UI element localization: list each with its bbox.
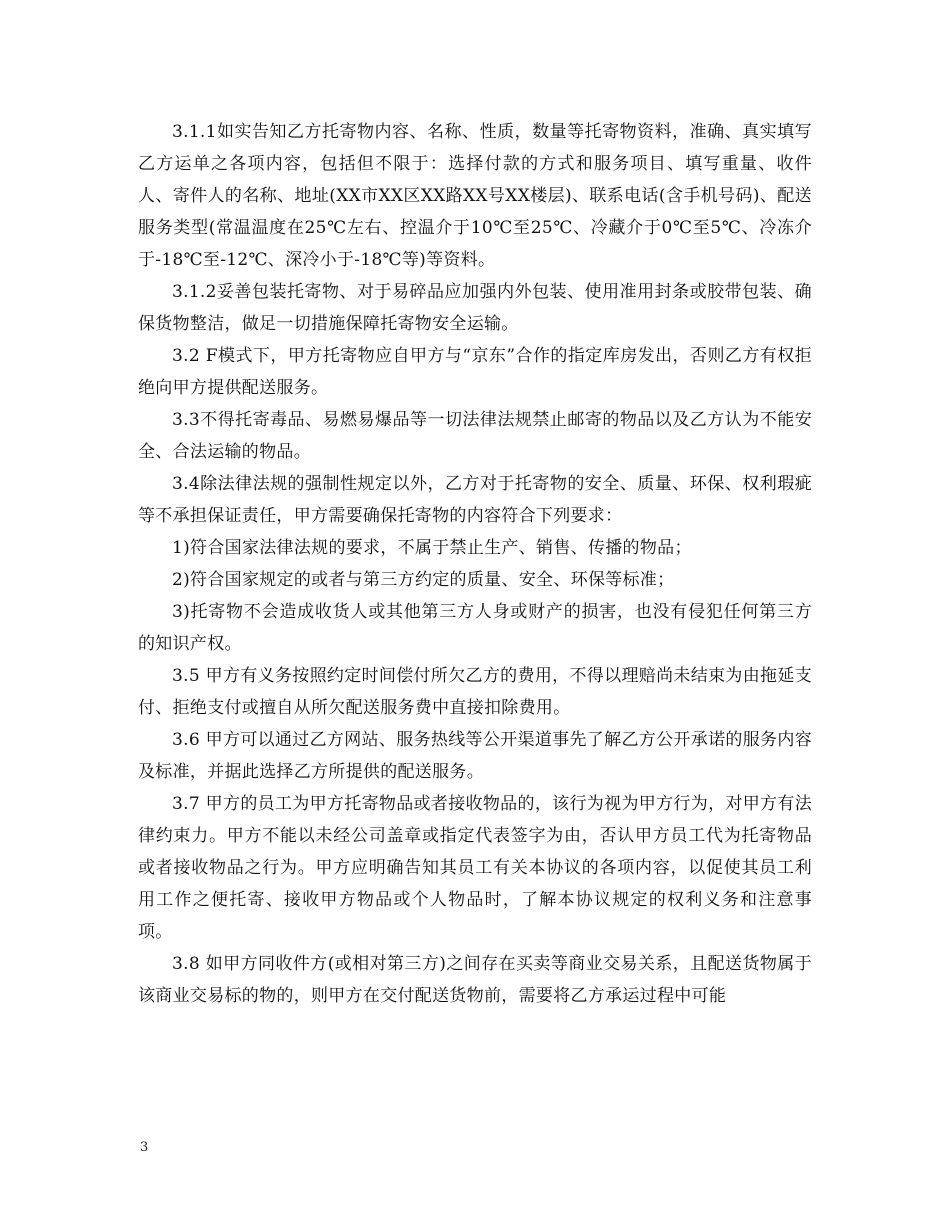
list-item-3: 3)托寄物不会造成收货人或其他第三方人身或财产的损害，也没有侵犯任何第三方的知识产权。 — [138, 602, 812, 654]
paragraph-3-1-2: 3.1.2妥善包装托寄物、对于易碎品应加强内外包装、使用准用封条或胶带包装、确保货物整洁，做足一切措施保障托寄物安全运输。 — [138, 282, 812, 334]
paragraph-3-8: 3.8 如甲方同收件方(或相对第三方)之间存在买卖等商业交易关系，且配送货物属于该商业交易标的物的，则甲方在交付配送货物前，需要将乙方承运过程中可能 — [138, 954, 812, 1006]
paragraph-3-2: 3.2 F模式下，甲方托寄物应自甲方与“京东”合作的指定库房发出，否则乙方有权拒绝向甲方提供配送服务。 — [138, 346, 812, 398]
paragraph-3-7: 3.7 甲方的员工为甲方托寄物品或者接收物品的，该行为视为甲方行为，对甲方有法律约束力。甲方不能以未经公司盖章或指定代表签字为由，否认甲方员工代为托寄物品或者接收物品之行为。甲方应明确告知其员工有关本协议的各项内容，以促使其员工利用工作之便托寄、接收甲方物品或个人物品时，了解本协议规定的权利义务和注意事项。 — [138, 794, 812, 942]
paragraph-3-1-1: 3.1.1如实告知乙方托寄物内容、名称、性质，数量等托寄物资料，准确、真实填写乙方运单之各项内容，包括但不限于：选择付款的方式和服务项目、填写重量、收件人、寄件人的名称、地址(XX市XX区XX路XX号XX楼层)、联系电话(含手机号码)、配送服务类型(常温温度在25℃左右、控温介于10℃至25℃、冷藏介于0℃至5℃、冷冻介于-18℃至-12℃、深冷小于-18℃等)等资料。 — [138, 122, 812, 270]
paragraph-3-5: 3.5 甲方有义务按照约定时间偿付所欠乙方的费用，不得以理赔尚未结束为由拖延支付、拒绝支付或擅自从所欠配送服务费中直接扣除费用。 — [138, 666, 812, 718]
paragraph-3-3: 3.3不得托寄毒品、易燃易爆品等一切法律法规禁止邮寄的物品以及乙方认为不能安全、合法运输的物品。 — [138, 410, 812, 462]
paragraph-3-4: 3.4除法律法规的强制性规定以外，乙方对于托寄物的安全、质量、环保、权利瑕疵等不承担保证责任，甲方需要确保托寄物的内容符合下列要求： — [138, 474, 812, 526]
page-number: 3 — [140, 1140, 149, 1155]
paragraph-3-6: 3.6 甲方可以通过乙方网站、服务热线等公开渠道事先了解乙方公开承诺的服务内容及标准，并据此选择乙方所提供的配送服务。 — [138, 730, 812, 782]
document-body — [138, 116, 812, 1012]
list-item-2: 2)符合国家规定的或者与第三方约定的质量、安全、环保等标准； — [172, 570, 675, 590]
list-item-1: 1)符合国家法律法规的要求，不属于禁止生产、销售、传播的物品； — [172, 538, 692, 558]
